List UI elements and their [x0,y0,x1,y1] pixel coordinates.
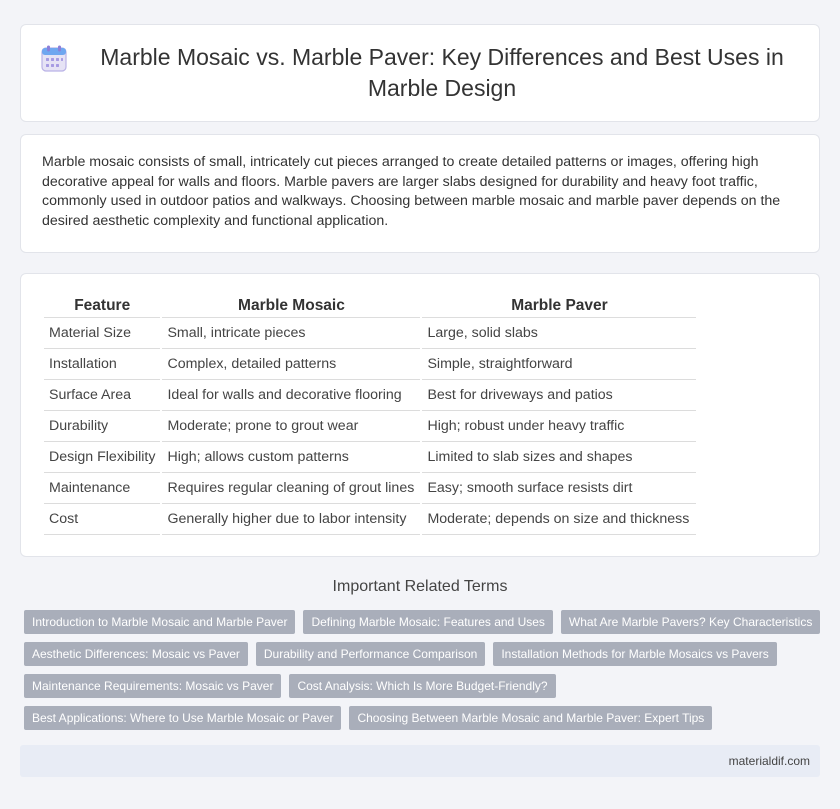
header-marble-paver: Marble Paver [422,294,696,318]
related-tag[interactable]: Choosing Between Marble Mosaic and Marble Paver: Expert Tips [349,706,712,730]
title-card [20,24,820,122]
related-tag[interactable]: Best Applications: Where to Use Marble Mosaic or Paver [24,706,341,730]
table-cell: Generally higher due to labor intensity [162,504,420,535]
table-cell: Simple, straightforward [422,349,696,380]
table-cell: Small, intricate pieces [162,318,420,349]
tag-row [24,610,824,634]
table-row [44,473,696,504]
footer-site-link[interactable]: materialdif.com [728,754,810,768]
comparison-table [42,294,698,535]
related-terms-title: Important Related Terms [332,578,508,595]
table-cell: Requires regular cleaning of grout lines [162,473,420,504]
table-cell: High; allows custom patterns [162,442,420,473]
tag-row [24,706,824,730]
table-cell: Maintenance [44,473,160,504]
table-cell: Installation [44,349,160,380]
table-row [44,442,696,473]
table-cell: Moderate; prone to grout wear [162,411,420,442]
table-header-row [44,294,696,318]
related-tags [24,610,824,738]
related-tag[interactable]: Installation Methods for Marble Mosaics vs Pavers [493,642,776,666]
table-row [44,504,696,535]
table-cell: Cost [44,504,160,535]
related-tag[interactable]: Defining Marble Mosaic: Features and Uses [303,610,552,634]
calendar-icon [41,45,67,73]
table-cell: Ideal for walls and decorative flooring [162,380,420,411]
table-cell: Material Size [44,318,160,349]
table-cell: Moderate; depends on size and thickness [422,504,696,535]
related-terms-section [0,578,840,608]
intro-text: Marble mosaic consists of small, intricately cut pieces arranged to create detailed patterns or images, offering high decorative appeal for walls and floors. Marble pavers are larger slabs designed for durability and heavy foot traffic, commonly used in outdoor patios and walkways. Choosing between marble mosaic and marble paver depends on the desired aesthetic complexity and functional application. [42,154,781,229]
related-tag[interactable]: Introduction to Marble Mosaic and Marble Paver [24,610,295,634]
table-cell: Surface Area [44,380,160,411]
table-row [44,349,696,380]
related-tag[interactable]: Durability and Performance Comparison [256,642,485,666]
table-cell: Durability [44,411,160,442]
header-feature: Feature [44,294,160,318]
footer [20,745,820,777]
related-tag[interactable]: Maintenance Requirements: Mosaic vs Paver [24,674,281,698]
table-cell: Easy; smooth surface resists dirt [422,473,696,504]
table-cell: Large, solid slabs [422,318,696,349]
table-row [44,411,696,442]
table-cell: Limited to slab sizes and shapes [422,442,696,473]
comparison-card [20,273,820,557]
related-tag[interactable]: Cost Analysis: Which Is More Budget-Friendly? [289,674,555,698]
related-tag[interactable]: What Are Marble Pavers? Key Characteristics [561,610,820,634]
table-row [44,318,696,349]
intro-card [20,134,820,253]
table-cell: High; robust under heavy traffic [422,411,696,442]
related-tag[interactable]: Aesthetic Differences: Mosaic vs Paver [24,642,248,666]
table-cell: Design Flexibility [44,442,160,473]
table-cell: Best for driveways and patios [422,380,696,411]
table-row [44,380,696,411]
table-cell: Complex, detailed patterns [162,349,420,380]
header-marble-mosaic: Marble Mosaic [162,294,420,318]
tag-row [24,674,824,698]
page-title: Marble Mosaic vs. Marble Paver: Key Differences and Best Uses in Marble Design [100,44,784,101]
tag-row [24,642,824,666]
